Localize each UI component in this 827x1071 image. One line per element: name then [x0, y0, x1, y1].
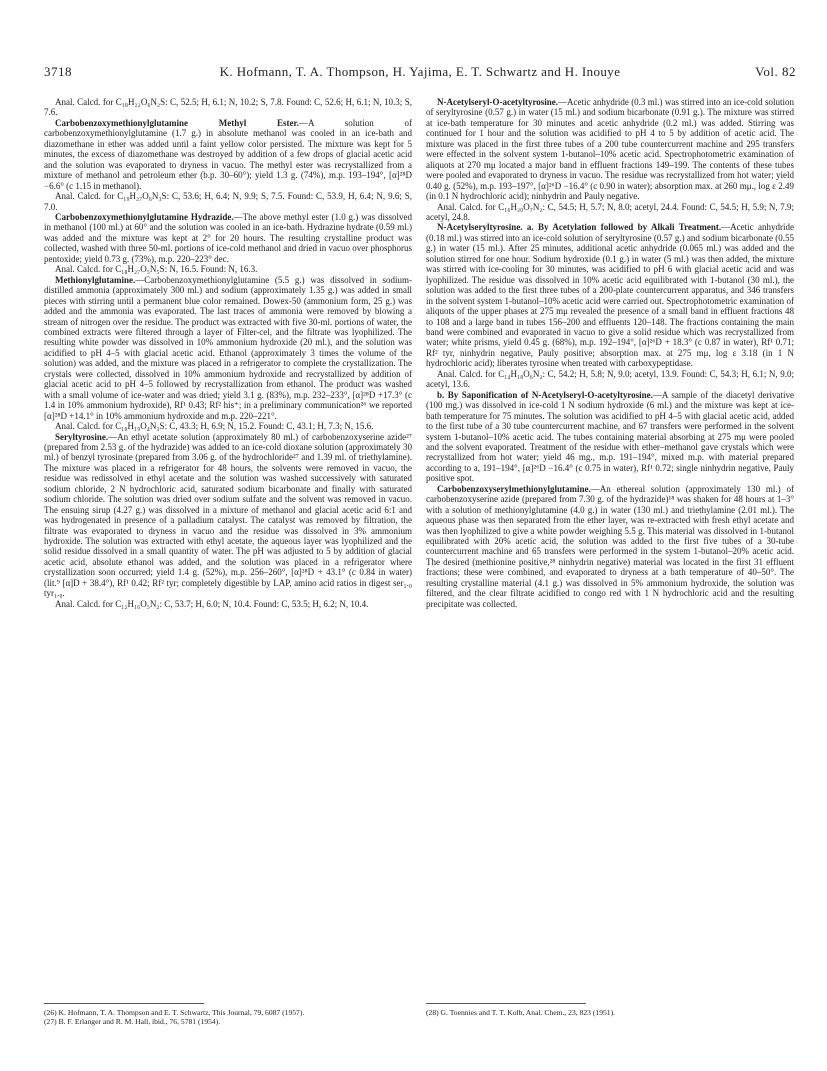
left-paragraph: [44, 264, 412, 274]
section-heading: Seryltyrosine.: [55, 431, 109, 442]
left-paragraph: [44, 275, 412, 421]
right-column: [426, 97, 794, 609]
footnote-rule-right: [426, 1003, 586, 1004]
footnote: (26) K. Hofmann, T. A. Thompson and E. T. Schwartz, This Journal, 79, 6087 (1957).: [44, 1008, 305, 1017]
right-paragraph: [426, 202, 794, 223]
paragraph-text: Anal. Calcd. for C₁₈H₂₂O₆N₂S: C, 52.5; H, 6.1; N, 10.2; S, 7.8. Found: C, 52.6; H, 6.1; N, 10.3; S, 7.6.: [44, 97, 412, 118]
right-paragraph: [426, 369, 794, 390]
section-heading: N-Acetylseryl-O-acetyltyrosine.: [437, 97, 559, 107]
footnotes-right: [426, 1008, 794, 1017]
paragraph-text: Anal. Calcd. for C₁₈H₂₇O₅N₅S: N, 16.5. Found: N, 16.3.: [55, 264, 258, 275]
paragraph-text: —A solution of carbobenzoxymethionylglutamine (1.7 g.) in absolute methanol was cooled in an ice-bath and diazomethane in ether was added until a faint yellow color persisted. The mixture was kept for 5 minutes, the excess of diazomethane was destroyed by addition of a few drops of glacial acetic acid and the solution was evaporated to dryness in vacuo. The methyl ester was recrystallized from a mixture of methanol and petroleum ether (b.p. 30–60°); yield 1.3 g. (74%), m.p. 193–194°, [α]²⁸D −6.6° (c 1.15 in methanol).: [44, 117, 412, 191]
paragraph-text: —Acetic anhydride (0.3 ml.) was stirred into an ice-cold solution of seryltyrosine (0.57 g.) in water (15 ml.) and sodium bicarbonate (0.91 g.). The mixture was stirred at ice-bath temperature for 30 minutes and acetic anhydride (0.2 ml.) was added. Stirring was continued for 1 hour and the solution was acidified to pH 4 to 5 by addition of acetic acid. The mixture was placed in the first three tubes of a 200 tube countercurrent machine and 295 transfers were effected in the solvent system 1-butanol–10% acetic acid. Spectrophotometric examination of aliquots at 270 mμ located a major band in effluent fractions 149–199. The contents of these tubes were pooled and evaporated to dryness in vacuo. The residue was recrystallized from hot water; yield 0.40 g. (52%), m.p. 193–197°, [α]²⁶D −16.4° (c 0.90 in water); absorption max. at 260 mμ., log ε 2.49 (in 0.1 N hydrochloric acid); ninhydrin and Pauly negative.: [426, 97, 794, 202]
paragraph-text: —An ethereal solution (approximately 130 ml.) of carbobenzoxyserine azide (prepared from 7.30 g. of the hydrazide)¹⁸ was shaken for 48 hours at 1–3° with a solution of methionylglutamine (4.0 g.) in water (130 ml.) and triethylamine (2.01 ml.). The aqueous phase was then separated from the ether layer, was re-extracted with fresh ethyl acetate and was then lyophilized to give a white powder weighing 5.5 g. This material was dissolved in 1-butanol equilibrated with 20% acetic acid, the solution was added to the first five tubes of a 30-tube countercurrent machine and 65 transfers were performed in the system 1-butanol–20% acetic acid. The desired (methionine positive,²⁸ ninhydrin negative) material was located in the first 31 effluent fractions; these were combined, and evaporated to dryness at a bath temperature of 40–50°. The resulting crystalline material (4.1 g.) was dissolved in 5% ammonium hydroxide, the solution was filtered, and the clear filtrate acidified to congo red with 1 N hydrochloric acid and the resulting precipitate was collected.: [426, 483, 794, 609]
left-paragraph: [44, 97, 412, 118]
section-heading: Carbobenzoxymethionylglutamine Hydrazide.: [55, 211, 234, 222]
footnote: (28) G. Toennies and T. T. Kolb, Anal. Chem., 23, 823 (1951).: [426, 1008, 616, 1017]
paragraph-text: Anal. Calcd. for C₁₀H₁₉O₄N₃S: C, 43.3; H, 6.9; N, 15.2. Found: C, 43.1; H, 7.3; N, 15.6.: [55, 421, 374, 432]
right-paragraph: [426, 484, 794, 609]
footnote: (27) B. F. Erlanger and R. M. Hall, ibid., 76, 5781 (1954).: [44, 1017, 221, 1026]
left-paragraph: [44, 191, 412, 212]
footnote-rule-left: [44, 1003, 204, 1004]
paragraph-text: Anal. Calcd. for C₁₄H₁₈O₆N₂: C, 54.2; H, 5.8; N, 9.0; acetyl, 13.9. Found: C, 54.3; H, 6.1; N, 9.0; acetyl, 13.6.: [426, 368, 794, 390]
paragraph-text: —A sample of the diacetyl derivative (100 mg.) was dissolved in ice-cold 1 N sodium hydroxide (6 ml.) and the mixture was kept at ice-bath temperature for 75 minutes. The solution was acidified to pH 4–5 with glacial acetic acid, added to the first tube of a 30 tube countercurrent machine, and 67 transfers were performed in the solvent system 1-butanol–10% acetic acid. The tubes containing material absorbing at 275 mμ were pooled and the solvent evaporated. Treatment of the residue with ether–methanol gave crystals which were recrystallized from hot water; yield 46 mg., m.p. 191–194°, mixed m.p. with material prepared according to a, 191–194°, [α]²⁶D −16.4° (c 0.75 in water), Rf¹ 0.72; single ninhydrin negative, Pauly positive spot.: [426, 389, 794, 484]
right-paragraph: [426, 390, 794, 484]
left-paragraph: [44, 212, 412, 264]
left-column: [44, 97, 412, 609]
right-paragraph: [426, 97, 794, 202]
left-paragraph: [44, 432, 412, 599]
volume-label: Vol. 82: [755, 64, 796, 79]
section-heading: Carbobenzoxyserylmethionylglutamine.: [437, 483, 591, 494]
paragraph-text: Anal. Calcd. for C₁₂H₁₆O₅N₂: C, 53.7; H, 6.0; N, 10.4. Found: C, 53.5; H, 6.2; N, 10.4.: [55, 598, 369, 609]
paragraph-text: —Carbobenzoxymethionylglutamine (5.5 g.) was dissolved in sodium-distilled ammonia (approximately 300 ml.) and sodium (approximately 1.35 g.) was added in small pieces with stirring until a permanent blue color remained. Dowex-50 (ammonium form, 25 g.) was added and the ammonia was evaporated. The last traces of ammonia were removed by blowing a stream of nitrogen over the residue. The product was extracted with five 30-ml. portions of water, the combined extracts were filtered through a layer of Filter-cel, and the filtrate was lyophilized. The resulting white powder was dissolved in 10% ammonium hydroxide (20 ml.), and the solution was acidified to pH 4–5 with glacial acetic acid. Ethanol (approximately 3 times the volume of the solution) was added, and the mixture was placed in a refrigerator to complete the crystallization. The crystals were collected, dissolved in 10% ammonium hydroxide and recrystallized by addition of glacial acetic acid to pH 4–5 followed by recrystallization from ethanol. The product was washed with a small volume of ice-water and was dried; yield 3.1 g. (83%), m.p. 232–233°, [α]²⁸D +17.3° (c 1.4 in 10% ammonium hydroxide), Rf¹ 0.43; Rf² his⁺; in a preliminary communication²⁶ we reported [α]²⁸D +14.1° in 10% ammonium hydroxide and m.p. 220–221°.: [44, 274, 412, 421]
left-paragraph: [44, 599, 412, 609]
paragraph-text: Anal. Calcd. for C₁₆H₂₀O₇N₂: C, 54.5; H, 5.7; N, 8.0; acetyl, 24.4. Found: C, 54.5; H, 5.9; N, 7.9; acetyl, 24.8.: [426, 201, 794, 222]
section-heading: b. By Saponification of N-Acetylseryl-O-acetyltyrosine.: [437, 389, 653, 400]
page-number: 3718: [44, 64, 72, 79]
section-heading: N-Acetylseryltyrosine. a. By Acetylation followed by Alkali Treatment.: [437, 222, 722, 233]
running-header: [44, 64, 796, 82]
section-heading: Methionylglutamine.: [55, 274, 136, 285]
paragraph-text: —The above methyl ester (1.0 g.) was dissolved in methanol (100 ml.) at 60° and the solution was cooled in an ice-bath. Hydrazine hydrate (0.59 ml.) was added and the mixture was kept at 2° for 20 hours. The resulting crystalline product was collected, washed with three 50-ml. portions of ice-cold methanol and dried in vacuo over phosphorus pentoxide; yield 0.73 g. (73%), m.p. 220–223° dec.: [44, 211, 412, 264]
paragraph-text: Anal. Calcd. for C₁₉H₂₇O₆N₃S: C, 53.6; H, 6.4; N, 9.9; S, 7.5. Found: C, 53.9, H, 6.4; N, 9.6; S, 7.0.: [44, 191, 412, 212]
author-line: K. Hofmann, T. A. Thompson, H. Yajima, E. T. Schwartz and H. Inouye: [219, 64, 621, 79]
paragraph-text: —Acetic anhydride (0.18 ml.) was stirred into an ice-cold solution of seryltyrosine (0.57 g.) and sodium bicarbonate (0.55 g.) in water (15 ml.). After 25 minutes, additional acetic anhydride (0.065 ml.) was added and the solution stirred for one hour. Sodium hydroxide (0.1 g.) in water (5 ml.) was then added, the mixture was stirred with ice-cooling for 30 minutes, was acidified to pH 6 with glacial acetic acid and was lyophilized. The residue was dissolved in 10% acetic acid equilibrated with 1-butanol (30 ml.), the solution was added to the first three tubes of a 200-plate countercurrent apparatus, and 346 transfers in the solvent system 1-butanol–10% acetic acid were carried out. Spectrophotometric examination of aliquots of the upper phases at 275 mμ revealed the presence of a small band in effluent fractions 48 to 108 and a large band in tubes 156–200 and effluents 120–148. The fractions containing the main band were combined and evaporated in vacuo to give a solid residue which was recrystallized from water; white prisms, yield 0.45 g. (68%), m.p. 192–194°, [α]²⁶D + 18.3° (c 0.87 in water), Rf¹ 0.71; Rf² tyr, ninhydrin negative, Pauly positive; absorption max. at 275 mμ, log ε 3.18 (in 1 N hydrochloric acid); liberates tyrosine when treated with carboxypeptidase.: [426, 222, 794, 369]
left-paragraph: [44, 421, 412, 431]
section-heading: Carbobenzoxymethionylglutamine Methyl Ester.: [55, 117, 299, 128]
right-paragraph: [426, 222, 794, 368]
paragraph-text: —An ethyl acetate solution (approximately 80 ml.) of carbobenzoxyserine azide²⁷ (prepared from 2.53 g. of the hydrazide) was added to an ice-cold dioxane solution (approximately 30 ml.) of benzyl tyrosinate (prepared from 3.06 g. of the hydrochloride²⁷ and 1.39 ml. of triethylamine). The mixture was placed in a refrigerator for 48 hours, the solvents were removed in vacuo, the residue was redissolved in ethyl acetate and the solution was washed successively with saturated sodium chloride, 2 N hydrochloric acid, saturated sodium bicarbonate and finally with saturated sodium chloride. The solution was dried over sodium sulfate and the solvent was removed in vacuo. The ensuing sirup (4.27 g.) was dissolved in a mixture of methanol and glacial acetic acid 6:1 and was hydrogenated in presence of a palladium catalyst. The catalyst was removed by filtration, the filtrate was evaporated to dryness in vacuo and the residue was dissolved in 3% ammonium hydroxide. The solution was extracted with ethyl acetate, the aqueous layer was lyophilized and the solid residue dissolved in a small quantity of water. The pH was adjusted to 5 by addition of glacial acetic acid, absolute ethanol was added, and the solution was placed in a refrigerator where crystallization soon occurred; yield 1.4 g. (52%), m.p. 256–260°, [α]²⁸D + 43.1° (c 0.84 in water) (lit.⁹ [α]D + 38.4°), Rf¹ 0.42; Rf² tyr; completely digestible by LAP, amino acid ratios in digest ser₁.₀ tyr₁.₀.: [44, 431, 412, 599]
left-paragraph: [44, 118, 412, 191]
footnotes-left: [44, 1008, 412, 1026]
